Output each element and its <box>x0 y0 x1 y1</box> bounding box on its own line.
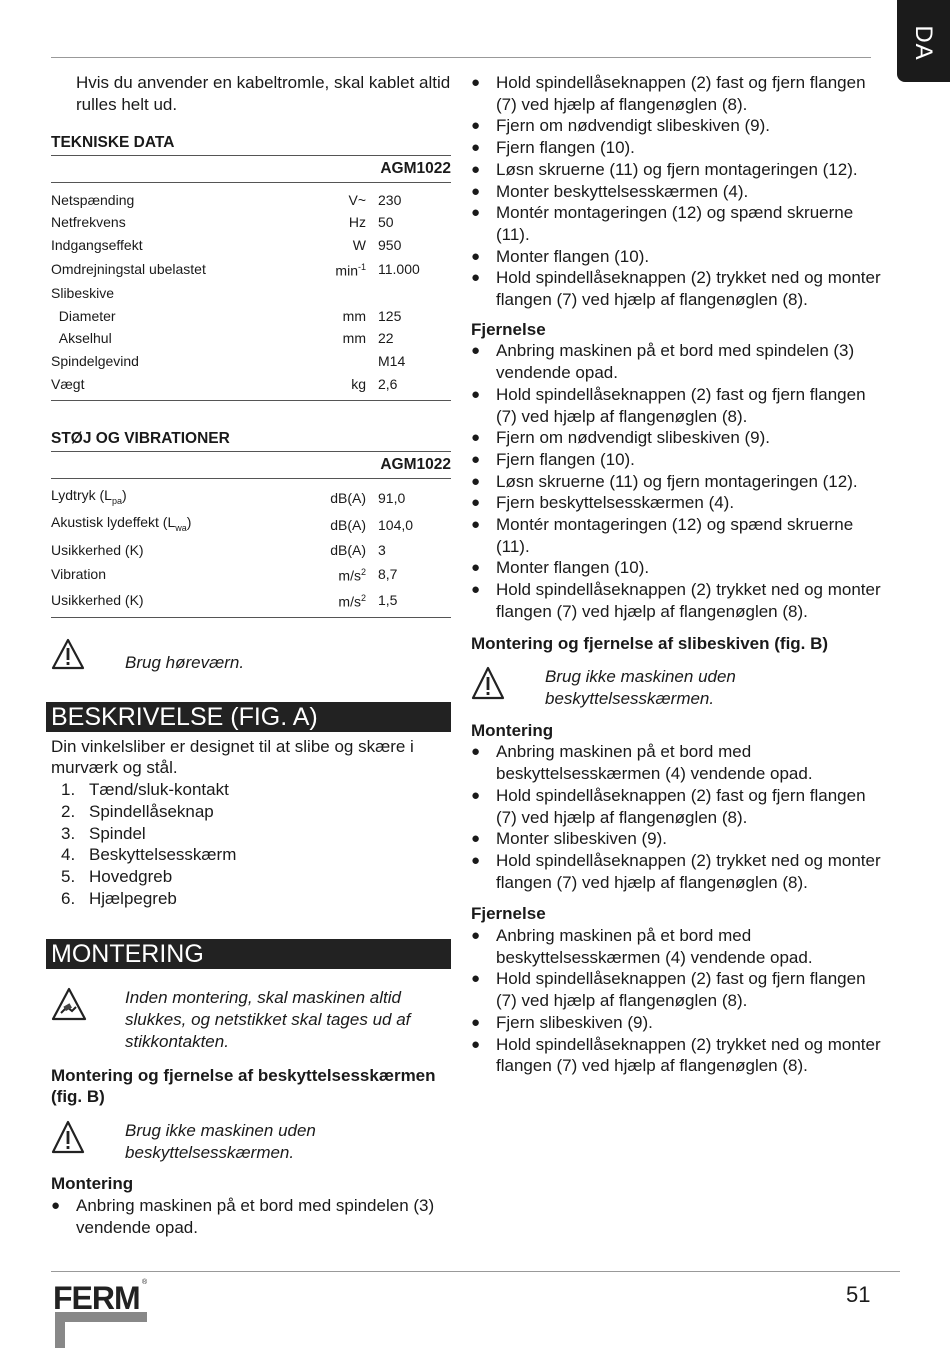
tech-value: M14 <box>378 353 406 370</box>
list-item: ● Hold spindellåseknappen (2) fast og fjern flangen (7) ved hjælp af flangenøglen (8). <box>471 968 891 1011</box>
list-item: ● Monter beskyttelsesskærmen (4). <box>471 181 891 203</box>
tech-value: 950 <box>378 236 402 253</box>
tech-label: Slibeskive <box>51 285 115 302</box>
tech-label: Vægt <box>51 375 85 392</box>
tech-value: 230 <box>378 191 402 208</box>
fjernelse-label-1: Fjernelse <box>471 319 546 339</box>
montering-label: Montering <box>51 1174 134 1194</box>
tech-model: AGM1022 <box>51 156 451 183</box>
unplug-warning-icon <box>51 987 125 1027</box>
list-item: ● Fjern slibeskiven (9). <box>471 1012 891 1034</box>
montering-banner: MONTERING <box>46 939 451 969</box>
list-item: ● Løsn skruerne (11) og fjern montageringen (12). <box>471 159 891 181</box>
tech-row <box>51 351 451 374</box>
description-text: Din vinkelsliber er designet til at slibe og skære i murværk og stål. <box>51 736 414 778</box>
tech-data-heading: TEKNISKE DATA <box>51 132 451 156</box>
noise-model: AGM1022 <box>51 452 451 479</box>
list-item: ● Løsn skruerne (11) og fjern montageringen (12). <box>471 471 891 493</box>
tech-label: Indgangseffekt <box>51 236 143 253</box>
guard-removal-steps <box>471 340 891 622</box>
noise-unit: dB(A) <box>330 517 366 534</box>
list-item: ● Anbring maskinen på et bord med spindelen (3) vendende opad. <box>51 1195 451 1238</box>
tech-value: 50 <box>378 214 394 231</box>
tech-unit: mm <box>342 330 366 347</box>
noise-label: Akustisk lydeffekt $(L_{wa})$ <box>51 514 192 533</box>
list-item: ● Hold spindellåseknappen (2) trykket ned og monter flangen (7) ved hjælp af flangenøglen (8). <box>471 850 891 893</box>
list-item: ● Monter slibeskiven (9). <box>471 828 891 850</box>
guard-warning-text: Brug ikke maskinen uden beskyttelsesskærmen. <box>125 1120 316 1162</box>
noise-value: 3 <box>378 542 386 559</box>
list-item: 6. Hjælpegreb <box>61 888 177 908</box>
list-item: ● Fjern flangen (10). <box>471 137 891 159</box>
noise-row <box>51 485 451 513</box>
noise-label: Usikkerhed (K) <box>51 591 144 608</box>
disc-removal-steps <box>471 925 891 1077</box>
list-item: ● Hold spindellåseknappen (2) fast og fjern flangen (7) ved hjælp af flangenøglen (8). <box>471 785 891 828</box>
hearing-warning <box>51 638 451 676</box>
noise-label: Lydtryk $(L_{pa})$ <box>51 486 127 506</box>
list-item: ● Hold spindellåseknappen (2) trykket ned og monter flangen (7) ved hjælp af flangenøglen (8). <box>471 267 891 310</box>
tech-unit: V~ <box>348 191 366 208</box>
list-item: ● Fjern om nødvendigt slibeskiven (9). <box>471 115 891 137</box>
disc-warning-text: Brug ikke maskinen uden beskyttelsesskærmen. <box>545 667 736 708</box>
noise-row <box>51 512 451 540</box>
noise-label: Usikkerhed (K) <box>51 542 144 559</box>
tech-row <box>51 373 451 396</box>
intro-text: Hvis du anvender en kabeltromle, skal kablet altid rulles helt ud. <box>76 73 451 114</box>
noise-unit: dB(A) <box>330 489 366 506</box>
noise-unit: $m/s^2$ <box>338 567 366 585</box>
list-item: ● Hold spindellåseknappen (2) trykket ned og monter flangen (7) ved hjælp af flangenøglen (8). <box>471 1034 891 1077</box>
tech-row <box>51 305 451 328</box>
montering-label-2: Montering <box>471 720 554 740</box>
disc-heading: Montering og fjernelse af slibeskiven (fig. B) <box>471 633 829 653</box>
list-item: ● Fjern beskyttelsesskærmen (4). <box>471 492 891 514</box>
left-column <box>51 72 451 1238</box>
list-item: ● Monter flangen (10). <box>471 557 891 579</box>
tech-value: 11.000 <box>378 261 420 277</box>
tech-value: 2,6 <box>378 375 398 392</box>
warning-triangle-icon <box>471 666 545 706</box>
noise-label: Vibration <box>51 566 107 583</box>
list-item: ● Monter flangen (10). <box>471 246 891 268</box>
language-tab <box>897 0 950 82</box>
noise-row <box>51 540 451 563</box>
tech-unit: Hz <box>348 214 366 231</box>
tech-value <box>378 283 451 306</box>
guard-mount-steps <box>471 72 891 311</box>
tech-unit <box>321 283 378 306</box>
unplug-warning-text: Inden montering, skal maskinen altid slukkes, og netstikket skal tages ud af stikkontakten. <box>125 988 411 1051</box>
list-item: ● Fjern flangen (10). <box>471 449 891 471</box>
bottom-rule <box>51 1271 900 1272</box>
description-banner: BESKRIVELSE (FIG. A) <box>46 702 451 732</box>
list-item: 3. Spindel <box>61 823 146 843</box>
tech-value: 125 <box>378 307 402 324</box>
ferm-logo <box>51 1276 151 1348</box>
noise-value: 91,0 <box>378 489 406 506</box>
list-item: ● Anbring maskinen på et bord med beskyttelsesskærmen (4) vendende opad. <box>471 925 891 968</box>
noise-unit: dB(A) <box>330 542 366 559</box>
tech-value: 22 <box>378 330 394 347</box>
list-item: 4. Beskyttelsesskærm <box>61 845 237 865</box>
tech-label: Netfrekvens <box>51 214 126 231</box>
list-item: ● Hold spindellåseknappen (2) fast og fjern flangen (7) ved hjælp af flangenøglen (8). <box>471 72 891 115</box>
tech-row <box>51 189 451 212</box>
noise-value: 8,7 <box>378 566 398 583</box>
page-number: 51 <box>846 1282 871 1307</box>
guard-heading: Montering og fjernelse af beskyttelsesskærmen (fig. B) <box>51 1065 436 1107</box>
parts-list <box>51 779 451 909</box>
noise-table <box>51 479 451 618</box>
disc-warning <box>471 666 891 709</box>
svg-text:®: ® <box>142 1279 148 1286</box>
tech-label: Spindelgevind <box>51 353 139 370</box>
tech-row <box>51 257 451 282</box>
tech-label: Akselhul <box>51 330 112 347</box>
tech-row <box>51 283 451 306</box>
list-item: 2. Spindellåseknap <box>61 801 214 821</box>
noise-unit: $m/s^2$ <box>338 592 366 610</box>
tech-data-table <box>51 183 451 401</box>
tech-label: Netspænding <box>51 191 135 208</box>
list-item: ● Montér montageringen (12) og spænd skruerne (11). <box>471 202 891 245</box>
list-item: ● Anbring maskinen på et bord med spindelen (3) vendende opad. <box>471 340 891 383</box>
tech-row <box>51 212 451 235</box>
noise-value: 1,5 <box>378 591 398 608</box>
noise-value: 104,0 <box>378 517 414 534</box>
tech-unit: $\min^{-1}$ <box>335 262 366 279</box>
list-item: ● Fjern om nødvendigt slibeskiven (9). <box>471 427 891 449</box>
list-item: ● Hold spindellåseknappen (2) trykket ned og monter flangen (7) ved hjælp af flangenøglen (8). <box>471 579 891 622</box>
tech-unit: kg <box>351 375 366 392</box>
warning-triangle-icon <box>51 638 125 676</box>
noise-heading: STØJ OG VIBRATIONER <box>51 428 451 452</box>
noise-row <box>51 588 451 613</box>
montering-steps <box>51 1195 451 1238</box>
fjernelse-label-2: Fjernelse <box>471 904 546 924</box>
tech-label: Omdrejningstal ubelastet <box>51 261 206 277</box>
right-column <box>471 72 891 1077</box>
disc-mount-steps <box>471 741 891 893</box>
hearing-warning-text: Brug høreværn. <box>125 653 245 673</box>
tech-row <box>51 234 451 257</box>
list-item: ● Anbring maskinen på et bord med beskyttelsesskærmen (4) vendende opad. <box>471 741 891 784</box>
noise-row <box>51 562 451 587</box>
top-rule <box>51 57 871 58</box>
tech-label: Diameter <box>51 307 116 324</box>
tech-unit <box>321 351 378 374</box>
tech-unit: mm <box>342 307 366 324</box>
guard-warning <box>51 1120 451 1163</box>
warning-triangle-icon <box>51 1120 125 1160</box>
logo-text: FERM <box>53 1280 140 1316</box>
list-item: ● Montér montageringen (12) og spænd skruerne (11). <box>471 514 891 557</box>
list-item: 5. Hovedgreb <box>61 867 173 886</box>
language-label: DA <box>910 25 937 61</box>
list-item: 1. Tænd/sluk-kontakt <box>61 780 229 800</box>
tech-row <box>51 328 451 351</box>
list-item: ● Hold spindellåseknappen (2) fast og fjern flangen (7) ved hjælp af flangenøglen (8). <box>471 384 891 427</box>
tech-unit: W <box>352 236 366 253</box>
unplug-warning <box>51 987 451 1052</box>
